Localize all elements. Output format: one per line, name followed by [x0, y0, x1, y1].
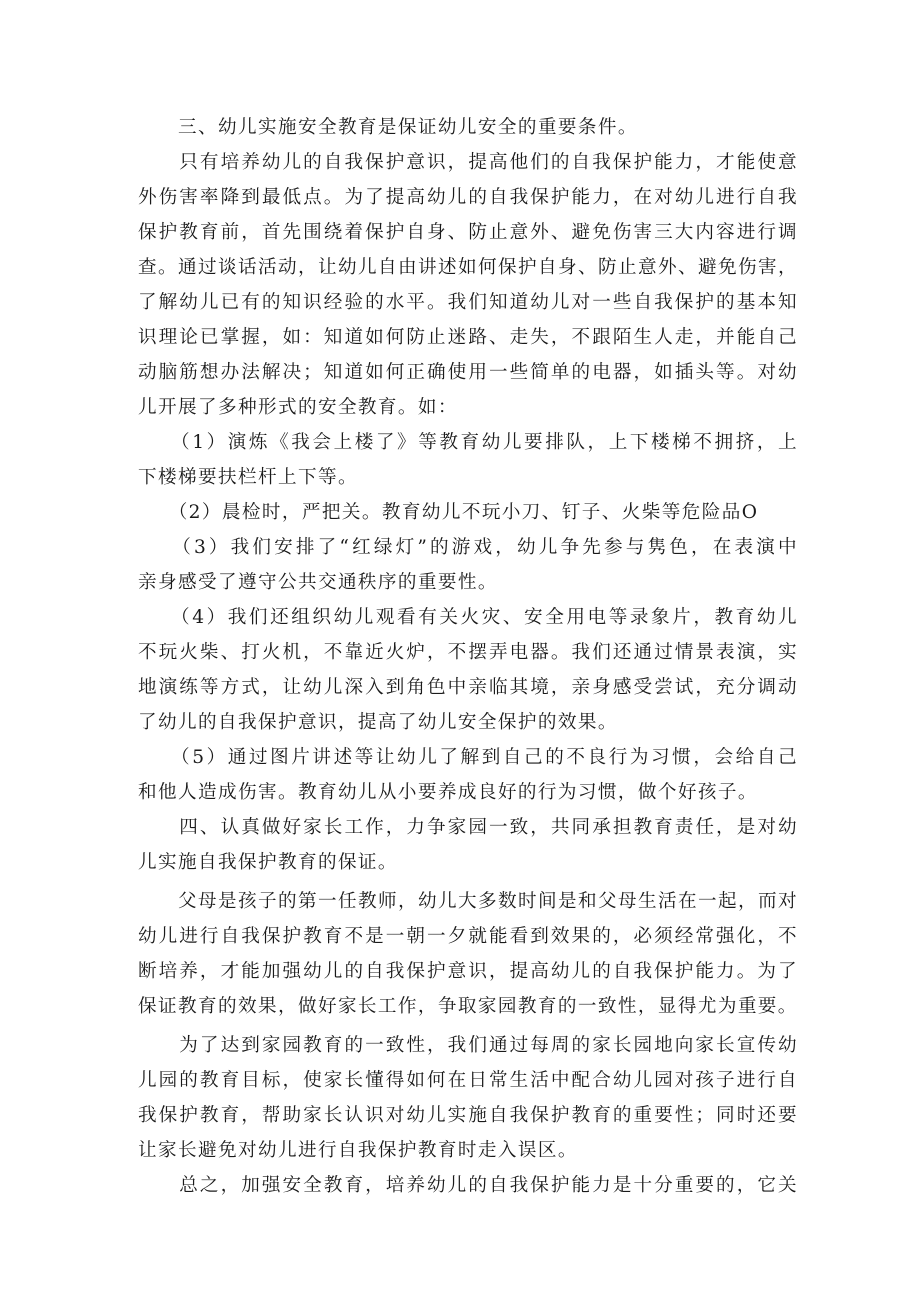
list-item-1: （1）演炼《我会上楼了》等教育幼儿要排队，上下楼梯不拥挤，上 [138, 432, 798, 453]
text-line: 地演练等方式，让幼儿深入到角色中亲临其境，亲身感受尝试，充分调动 [138, 677, 798, 698]
text-line: 和他人造成伤害。教育幼儿从小要养成良好的行为习惯，做个好孩子。 [138, 782, 758, 803]
text-line: 总之，加强安全教育，培养幼儿的自我保护能力是十分重要的，它关 [138, 1175, 798, 1196]
text-line: 父母是孩子的第一任教师，幼儿大多数时间是和父母生活在一起，而对 [138, 891, 798, 912]
text-line: 我保护教育，帮助家长认识对幼儿实施自我保护教育的重要性；同时还要 [138, 1105, 798, 1126]
text-line: 保证教育的效果，做好家长工作，争取家园教育的一致性，显得尤为重要。 [138, 996, 798, 1017]
list-item-2: （2）晨检时，严把关。教育幼儿不玩小刀、钉子、火柴等危险品O [138, 502, 759, 523]
text-line: 查。通过谈话活动，让幼儿自由讲述如何保护自身、防止意外、避免伤害， [138, 257, 798, 278]
text-line: 外伤害率降到最低点。为了提高幼儿的自我保护能力，在对幼儿进行自我 [138, 187, 798, 208]
list-item-4: （4）我们还组织幼儿观看有关火灾、安全用电等录象片，教育幼儿 [138, 607, 798, 628]
list-item-3: （3）我们安排了“红绿灯”的游戏，幼儿争先参与隽色，在表演中 [138, 537, 798, 558]
text-line: 识理论已掌握，如：知道如何防止迷路、走失，不跟陌生人走，并能自己 [138, 327, 798, 348]
text-line: 下楼梯要扶栏杆上下等。 [138, 467, 358, 488]
document-page [138, 110, 798, 1203]
list-item-5: （5）通过图片讲述等让幼儿了解到自己的不良行为习惯，会给自己 [138, 747, 798, 768]
text-line: 保护教育前，首先围绕着保护自身、防止意外、避免伤害三大内容进行调 [138, 222, 798, 243]
text-line: 了解幼儿已有的知识经验的水平。我们知道幼儿对一些自我保护的基本知 [138, 292, 798, 313]
text-line: 幼儿进行自我保护教育不是一朝一夕就能看到效果的，必须经常强化，不 [138, 926, 798, 947]
text-line: 断培养，才能加强幼儿的自我保护意识，提高幼儿的自我保护能力。为了 [138, 961, 798, 982]
text-line: 儿开展了多种形式的安全教育。如： [138, 397, 458, 418]
text-line: 为了达到家园教育的一致性，我们通过每周的家长园地向家长宣传幼 [138, 1035, 798, 1056]
heading-section-4: 四、认真做好家长工作，力争家园一致，共同承担教育责任，是对幼 [138, 817, 798, 838]
text-line: 儿园的教育目标，使家长懂得如何在日常生活中配合幼儿园对孩子进行自 [138, 1070, 798, 1091]
text-line: 了幼儿的自我保护意识，提高了幼儿安全保护的效果。 [138, 712, 618, 733]
text-line: 亲身感受了遵守公共交通秩序的重要性。 [138, 572, 498, 593]
heading-section-3: 三、幼儿实施安全教育是保证幼儿安全的重要条件。 [138, 117, 638, 138]
text-line: 儿实施自我保护教育的保证。 [138, 852, 398, 873]
text-line: 不玩火柴、打火机，不靠近火炉，不摆弄电器。我们还通过情景表演，实 [138, 642, 798, 663]
text-line: 让家长避免对幼儿进行自我保护教育时走入误区。 [138, 1140, 578, 1161]
text-line: 动脑筋想办法解决；知道如何正确使用一些简单的电器，如插头等。对幼 [138, 362, 798, 383]
text-line: 只有培养幼儿的自我保护意识，提高他们的自我保护能力，才能使意 [138, 152, 798, 173]
